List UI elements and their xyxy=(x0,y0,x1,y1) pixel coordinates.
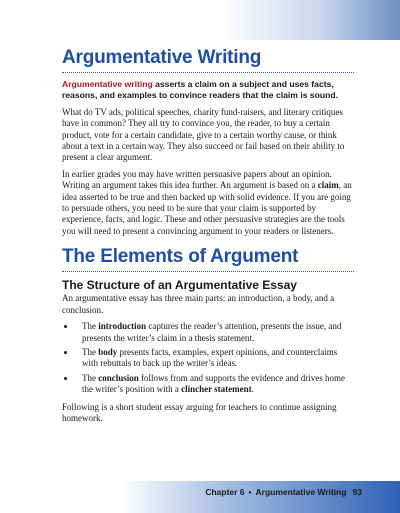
paragraph-intro: What do TV ads, political speeches, charity fund-raisers, and literary critiques have in common? They all try to convince you, the reader, to buy a certain product, vote for a certain candidate, give to a certain worthy cause, or think about a text in a certain way. They also succeed or fail based on their ability to present a clear argument. xyxy=(62,106,345,163)
section-title-elements-of-argument: The Elements of Argument xyxy=(62,246,299,268)
list-item-text: . xyxy=(251,384,254,395)
lead-text: asserts a claim on a subject and uses facts, reasons, and examples to convince readers that the claim is sound. xyxy=(62,79,339,101)
lead-term: Argumentative writing xyxy=(62,79,153,89)
header-gradient-band xyxy=(0,0,400,40)
term-claim: claim xyxy=(317,180,339,191)
running-footer xyxy=(205,487,362,497)
term-conclusion: conclusion xyxy=(98,372,139,383)
list-item-text: captures the reader’s attention, presents the issue, and presents the writer’s claim in a thesis statement. xyxy=(82,321,342,343)
list-item-body xyxy=(76,347,354,370)
paragraph-claim xyxy=(62,169,354,237)
paragraph-claim-text-b: , an idea asserted to be true and then backed up with solid evidence. If you are going to persuade others, you need to be sure that your claim is supported by experience, facts, and logic. These and other persuasive strategies are the tools you will need to present a convincing argument to your readers or listeners. xyxy=(62,180,352,236)
list-item-text: The xyxy=(82,346,99,357)
section-title-argumentative-writing: Argumentative Writing xyxy=(62,47,262,68)
structure-intro: An argumentative essay has three main parts: an introduction, a body, and a conclusion. xyxy=(62,293,335,315)
list-item-text: presents facts, examples, expert opinions, and counterclaims with rebuttals to back up the writer’s ideas. xyxy=(82,346,338,369)
subsection-title: The Structure of an Argumentative Essay xyxy=(62,278,297,293)
page-number: 93 xyxy=(352,487,362,497)
definition-lead xyxy=(62,79,354,102)
footer-gradient-band xyxy=(0,481,400,513)
term-clincher-statement: clincher statement xyxy=(181,384,252,395)
list-item-text: follows from and supports the evidence and drives home the writer’s position with a xyxy=(82,372,345,395)
list-item-conclusion xyxy=(76,373,354,396)
footer-chapter: Chapter 6 xyxy=(205,487,245,497)
section2-dotted-rule xyxy=(62,271,354,272)
footer-section: Argumentative Writing xyxy=(255,487,347,497)
closing-paragraph: Following is a short student essay arguing for teachers to continue assigning homework. xyxy=(62,401,337,423)
list-item-introduction xyxy=(76,321,354,344)
page-content xyxy=(62,46,354,429)
essay-parts-list xyxy=(62,321,354,395)
term-body: body xyxy=(98,346,118,357)
paragraph-claim-text-a: In earlier grades you may have written persuasive papers about an opinion. Writing an argument takes this idea further. An argument is based on a xyxy=(62,168,332,191)
footer-separator: • xyxy=(248,487,252,497)
title-dotted-rule xyxy=(62,72,354,73)
term-introduction: introduction xyxy=(98,321,147,332)
list-item-text: The xyxy=(82,372,99,383)
list-item-text: The xyxy=(82,321,99,332)
